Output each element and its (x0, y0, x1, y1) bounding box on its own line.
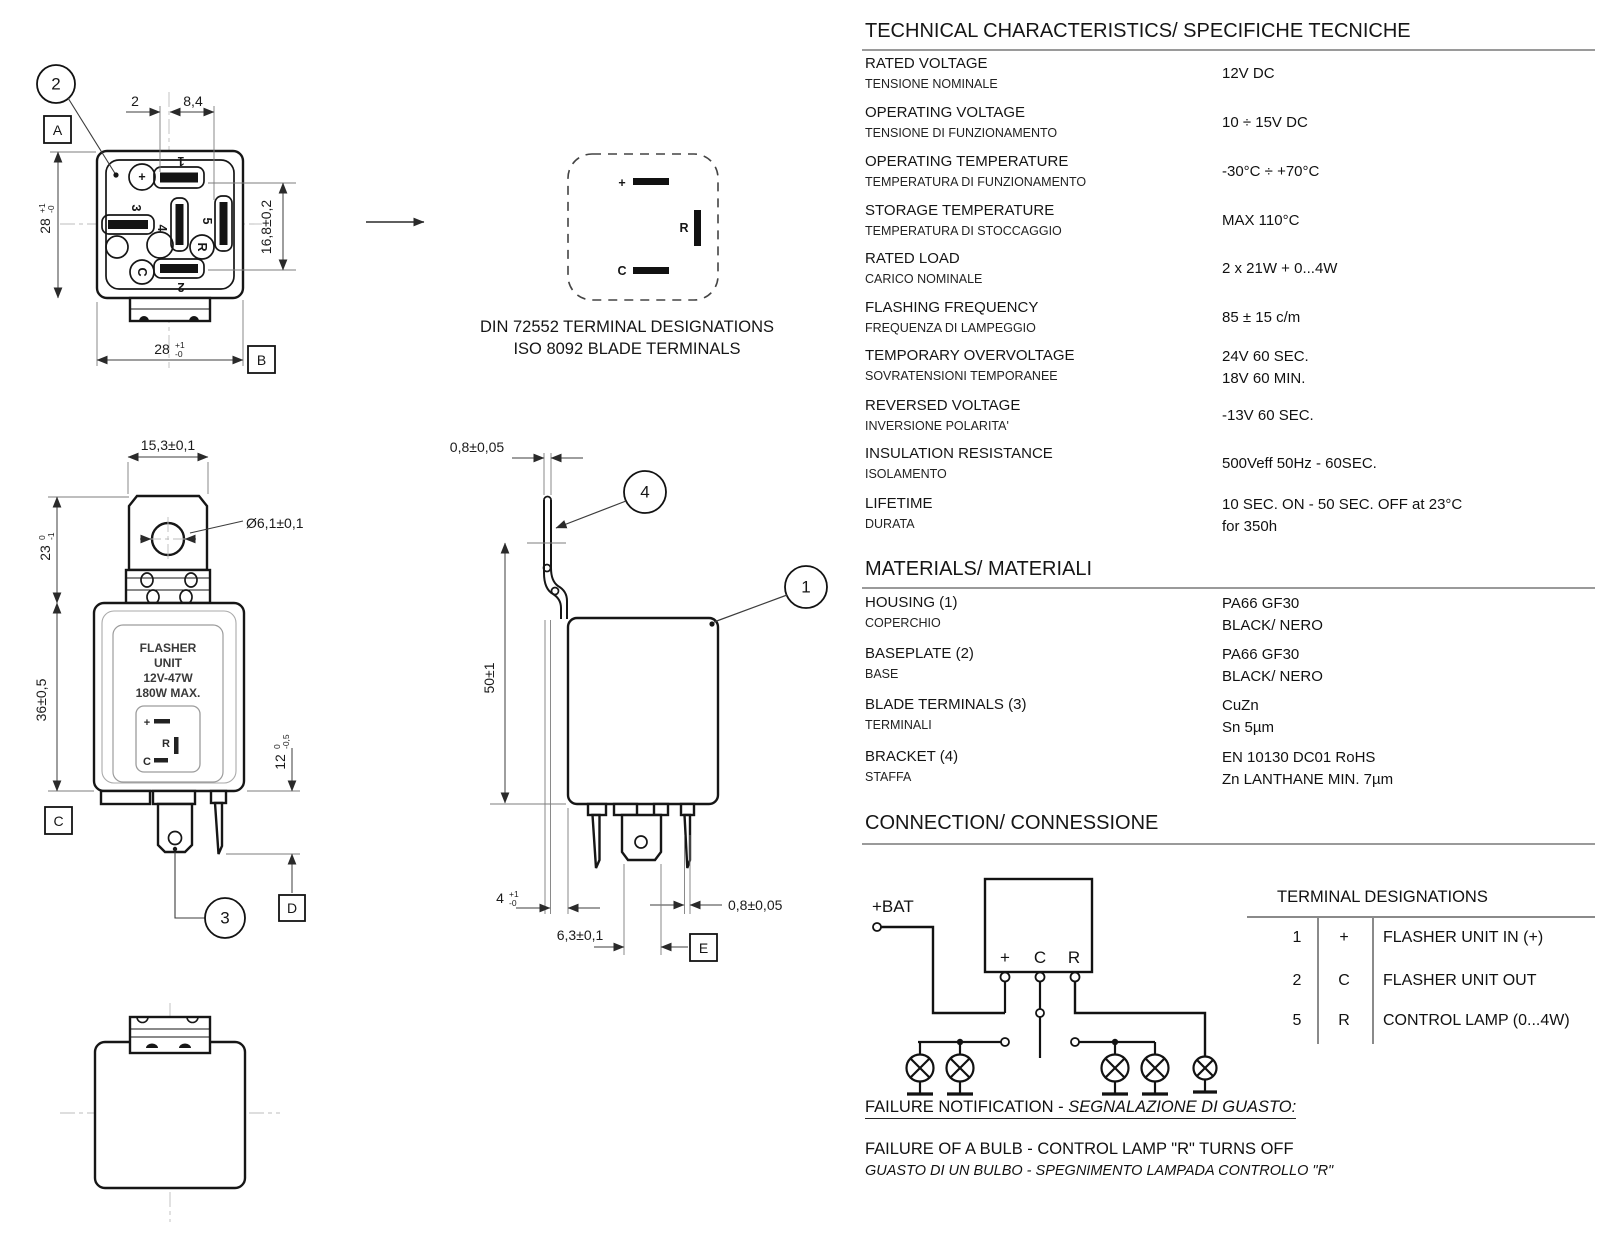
svg-text:C: C (53, 813, 64, 829)
control-lamp (1193, 1057, 1217, 1093)
svg-text:0: 0 (37, 535, 47, 540)
svg-text:28: 28 (154, 341, 170, 357)
svg-text:-0: -0 (175, 349, 183, 359)
pin-description: FLASHER UNIT IN (+) (1383, 929, 1544, 946)
label-line-4: 180W MAX. (135, 686, 201, 700)
svg-text:28: 28 (37, 218, 53, 234)
dimension-0-8-pin (650, 835, 783, 914)
svg-text:B: B (256, 352, 267, 368)
svg-text:8,4: 8,4 (183, 93, 203, 109)
dimension-36 (33, 603, 94, 791)
tech-row: TEMPORARY OVERVOLTAGE SOVRATENSIONI TEMPORANEE 24V 60 SEC. 18V 60 MIN. (865, 347, 1309, 387)
failure-heading-en: FAILURE NOTIFICATION - (865, 1098, 1069, 1116)
failure-line-it: GUASTO DI UN BULBO - SPEGNIMENTO LAMPADA CONTROLLO "R" (865, 1163, 1334, 1179)
svg-text:E: E (698, 940, 709, 956)
datum-d (279, 895, 305, 921)
connection-section-title: CONNECTION/ CONNESSIONE (865, 812, 1159, 834)
balloon-3 (175, 852, 245, 938)
box-label-plus: + (1000, 948, 1010, 967)
right-indicator-lamps (1079, 1039, 1169, 1094)
face-label-5: 5 (200, 217, 214, 225)
tech-row: INSULATION RESISTANCE ISOLAMENTO 500Veff 50Hz - 60SEC. (865, 445, 1377, 481)
face-label-3: 3 (129, 204, 143, 212)
housing-side (568, 618, 718, 804)
bat-label: +BAT (872, 897, 914, 916)
datum-b (248, 346, 275, 373)
material-row: BASEPLATE (2) BASE PA66 GF30 BLACK/ NERO (865, 645, 1323, 685)
terminal-table-divider (1372, 916, 1374, 1044)
connection-circuit (872, 879, 1217, 1094)
label-line-2: UNIT (154, 656, 182, 670)
svg-text:+1: +1 (175, 340, 185, 350)
svg-text:-0,5: -0,5 (281, 734, 291, 749)
tech-section-rule (862, 49, 1595, 51)
connection-section-rule (862, 843, 1595, 845)
tech-row: OPERATING TEMPERATURE TEMPERATURA DI FUNZIONAMENTO -30°C ÷ +70°C (865, 153, 1320, 189)
box-label-c: C (1033, 948, 1047, 967)
box-label-r: R (1067, 948, 1081, 967)
failure-line-en: FAILURE OF A BULB - CONTROL LAMP "R" TURNS OFF (865, 1140, 1294, 1158)
datum-a (44, 116, 71, 143)
balloon-1 (714, 566, 827, 622)
face-label-4: 4 (155, 224, 169, 232)
din-caption-line1: DIN 72552 TERMINAL DESIGNATIONS (479, 318, 775, 336)
dimension-15-3 (128, 437, 208, 494)
dimension-28-left (37, 152, 96, 298)
tech-row: STORAGE TEMPERATURE TEMPERATURA DI STOCCAGGIO MAX 110°C (865, 202, 1300, 238)
svg-text:A: A (52, 122, 63, 138)
label-line-1: FLASHER (139, 641, 197, 655)
label-line-3: 12V-47W (143, 671, 193, 685)
face-label-1: 1 (177, 154, 185, 168)
terminal-table-divider (1317, 916, 1319, 1044)
pin-symbol: + (1339, 929, 1349, 946)
din-c-label: C (617, 264, 627, 278)
svg-text:36±0,5: 36±0,5 (33, 678, 49, 722)
svg-text:2: 2 (131, 93, 139, 109)
materials-section-title: MATERIALS/ MATERIALI (865, 558, 1093, 580)
rear-body (95, 1042, 245, 1188)
bracket-side-left-edge (544, 500, 561, 619)
bat-terminal (873, 923, 881, 931)
datum-e (690, 934, 717, 961)
svg-text:4: 4 (640, 482, 650, 502)
din-plus-label: + (618, 176, 626, 190)
face-label-2: 2 (177, 280, 185, 294)
din-plus-blade (633, 178, 669, 185)
dimension-hole-dia: Ø6,1±0,1 (246, 515, 304, 531)
failure-heading-it: SEGNALAZIONE DI GUASTO: (1068, 1098, 1297, 1116)
face-label-r: R (195, 242, 209, 252)
blade-terminal-side (622, 815, 661, 860)
pin-number: 1 (1292, 929, 1302, 946)
svg-text:R: R (162, 738, 170, 750)
drawing-rear-view (60, 1003, 280, 1222)
din-r-label: R (679, 221, 689, 235)
tech-row: OPERATING VOLTAGE TENSIONE DI FUNZIONAMENTO 10 ÷ 15V DC (865, 104, 1308, 140)
svg-text:+: + (143, 717, 151, 729)
material-row: BRACKET (4) STAFFA EN 10130 DC01 RoHS Zn LANTHANE MIN. 7µm (865, 748, 1394, 788)
materials-section-rule (862, 587, 1595, 589)
tech-row: LIFETIME DURATA 10 SEC. ON - 50 SEC. OFF at 23°C for 350h (865, 495, 1463, 535)
drawing-side-view (450, 439, 827, 961)
tech-row: RATED LOAD CARICO NOMINALE 2 x 21W + 0...4W (865, 250, 1338, 286)
tech-row (865, 54, 1595, 92)
svg-text:+1: +1 (37, 203, 47, 213)
svg-text:50±1: 50±1 (481, 662, 497, 694)
face-plus-label: + (138, 170, 146, 184)
svg-text:3: 3 (220, 908, 230, 928)
row-label-en: RATED VOLTAGE (865, 55, 988, 72)
svg-text:1: 1 (801, 577, 811, 597)
svg-text:12: 12 (272, 754, 288, 770)
tech-section-title: TECHNICAL CHARACTERISTICS/ SPECIFICHE TECNICHE (865, 20, 1411, 42)
drawing-baseplate-view (37, 65, 296, 373)
failure-heading (865, 1098, 1296, 1117)
din-r-blade (694, 210, 701, 246)
svg-text:4: 4 (496, 890, 504, 906)
switch-contact (1036, 1009, 1044, 1017)
pin-terminal-side-right (685, 815, 691, 868)
pin-terminal-front (215, 803, 222, 854)
svg-text:2: 2 (51, 74, 61, 94)
din-c-blade (633, 267, 669, 274)
pin-terminal-side-left (593, 815, 600, 868)
svg-text:23: 23 (37, 545, 53, 561)
svg-text:-1: -1 (46, 532, 56, 540)
dimension-8-4 (170, 93, 214, 112)
material-row: HOUSING (1) COPERCHIO PA66 GF30 BLACK/ NERO (865, 594, 1323, 634)
left-indicator-lamps (907, 1039, 1002, 1094)
svg-text:6,3±0,1: 6,3±0,1 (556, 927, 604, 943)
svg-text:D: D (286, 900, 298, 916)
dimension-23 (37, 497, 129, 603)
drawing-front-view (33, 437, 305, 938)
svg-text:0,8±0,05: 0,8±0,05 (449, 439, 505, 455)
svg-text:15,3±0,1: 15,3±0,1 (140, 437, 196, 453)
dimension-6-3 (557, 864, 688, 955)
datum-c (45, 807, 72, 834)
terminal-table-rule (1247, 916, 1595, 918)
bracket-band (126, 570, 210, 603)
balloon-4 (556, 471, 666, 528)
din-caption-line2: ISO 8092 BLADE TERMINALS (513, 340, 741, 358)
terminal-table-title: TERMINAL DESIGNATIONS (1277, 888, 1488, 906)
svg-text:-0: -0 (509, 898, 517, 908)
tech-row: REVERSED VOLTAGE INVERSIONE POLARITA' -13V 60 SEC. (865, 397, 1314, 433)
svg-text:16,8±0,2: 16,8±0,2 (258, 199, 274, 255)
dimension-0-8-bracket (450, 439, 583, 495)
row-label-it: TENSIONE NOMINALE (865, 77, 998, 91)
face-label-c: C (135, 267, 149, 277)
control-lamp-wire (1075, 982, 1205, 1058)
tech-row: FLASHING FREQUENCY FREQUENZA DI LAMPEGGIO 85 ± 15 c/m (865, 299, 1301, 335)
left-throw-contact (1001, 1038, 1009, 1046)
right-throw-contact (1071, 1038, 1079, 1046)
material-row: BLADE TERMINALS (3) TERMINALI CuZn Sn 5µm (865, 696, 1274, 736)
svg-text:0: 0 (272, 744, 282, 749)
row-value: 12V DC (1222, 65, 1275, 82)
datasheet-page: + 1 3 4 5 R C 2 2 A 2 8,4 28 +1 -0 16,8±0,2 28 +1 -0 B + R C DIN 72552 TERMINAL DESIGNATIONS ISO 8092 BLADE TERMINALS Ø6,1±0,1 FLASHER UNIT 12V-47W 180W MAX. + R C 23 0 -1 36±0,5 C 15,3±0,1 12 0 -0,5 D 3 0,8±0,05 4 1 50±1 4 +1 -0 0,8±0,05 6,3±0,1 E +BAT + C R TECHNICAL CHARACTERISTICS/ SPECIFICHE TECNICHE RATED VOLTAGE TENSIONE NOMINALE 12V DC OPERATING VOLTAGE TENSIONE DI FUNZIONAMENTO 10 ÷ 15V DC OPERATING TEMPERATURE TEMPERATURA DI FUNZIONAMENTO -30°C ÷ +70°C STORAGE TEMPERATURE TEMPERATURA DI STOCCAGGIO MAX 110°C RATED LOAD CARICO NOMINALE 2 x 21W + 0...4W FLASHING FREQUENCY FREQUENZA DI LAMPEGGIO 85 ± 15 c/m TEMPORARY OVERVOLTAGE SOVRATENSIONI TEMPORANEE 24V 60 SEC. 18V 60 MIN. REVERSED VOLTAGE INVERSIONE POLARITA' -13V 60 SEC. INSULATION RESISTANCE ISOLAMENTO 500Veff 50Hz - 60SEC. LIFETIME DURATA 10 SEC. ON - 50 SEC. OFF at 23°C for 350h MATERIALS/ MATERIALI HOUSING (1) COPERCHIO PA66 GF30 BLACK/ NERO BASEPLATE (2) BASE PA66 GF30 BLACK/ NERO BLADE TERMINALS (3) TERMINALI CuZn Sn 5µm BRACKET (4) STAFFA EN 10130 DC01 RoHS Zn LANTHANE MIN. 7µm CONNECTION/ CONNESSIONE TERMINAL DESIGNATIONS 1 + FLASHER UNIT IN (+) 2 C FLASHER UNIT OUT 5 R CONTROL LAMP (0...4W) FAILURE NOTIFICATION - SEGNALAZIONE DI GUASTO: FAILURE OF A BULB - CONTROL LAMP "R" TURNS OFF GUASTO DI UN BULBO - SPEGNIMENTO LAMPADA CONTROLLO "R" (0, 0, 1600, 1237)
svg-text:+1: +1 (509, 889, 519, 899)
drawing-din-symbol (366, 154, 774, 358)
svg-text:0,8±0,05: 0,8±0,05 (728, 897, 783, 913)
svg-text:C: C (143, 756, 151, 768)
svg-text:-0: -0 (46, 205, 56, 213)
